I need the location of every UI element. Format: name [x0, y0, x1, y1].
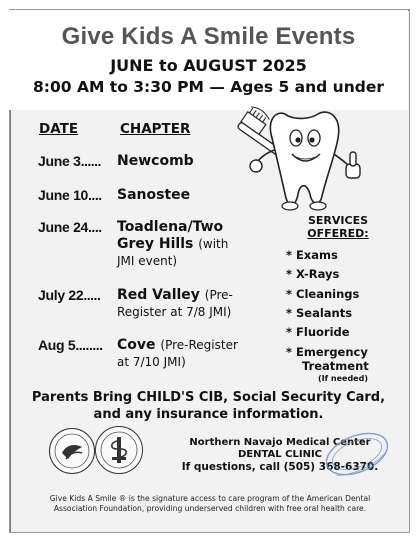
event-chapter: Cove (Pre-Register at 7/10 JMI) [117, 337, 238, 369]
service-item: * Emergency [286, 345, 368, 359]
clinic-dept: DENTAL CLINIC [238, 449, 322, 460]
event-chapter: Newcomb [117, 153, 194, 169]
clinic-name: Northern Navajo Medical Center [189, 437, 371, 448]
date-header: DATE [39, 121, 79, 137]
service-item: * Exams [286, 248, 338, 262]
services-note: (If needed) [318, 374, 368, 383]
event-date: July 22..... [38, 287, 101, 303]
hhs-seal-logo [49, 428, 95, 474]
service-item: * X-Rays [286, 267, 340, 281]
event-date: Aug 5........ [38, 337, 103, 353]
clinic-phone: If questions, call (505) 368-6370. [181, 461, 379, 473]
ihs-seal-logo [95, 426, 143, 474]
flyer-title: Give Kids A Smile Events [61, 23, 356, 50]
services-title: SERVICES OFFERED: [307, 214, 369, 240]
chapter-header: CHAPTER [120, 121, 191, 137]
date-range: JUNE to AUGUST 2025 [110, 56, 307, 75]
service-item: * Fluoride [286, 325, 350, 339]
event-chapter: Toadlena/Two Grey Hills (with JMI event) [117, 219, 229, 268]
event-date: June 10.... [38, 187, 102, 203]
event-chapter: Sanostee [117, 187, 191, 203]
service-item: * Sealants [286, 306, 353, 320]
footer-disclaimer: Give Kids A Smile ® is the signature access to care program of the American Dental Association Foundation, providing underserved children with free oral health care. [49, 494, 371, 513]
service-item: Treatment [302, 359, 369, 373]
event-chapter: Red Valley (Pre- Register at 7/8 JMI) [117, 287, 233, 319]
event-date: June 24.... [38, 219, 102, 235]
event-date: June 3...... [38, 153, 101, 169]
service-item: * Cleanings [286, 287, 360, 301]
parents-instructions: Parents Bring CHILD'S CIB, Social Security Card, and any insurance information. [31, 390, 386, 422]
hours-ages: 8:00 AM to 3:30 PM — Ages 5 and under [33, 78, 384, 96]
tooth-mascot-illustration [226, 102, 378, 214]
